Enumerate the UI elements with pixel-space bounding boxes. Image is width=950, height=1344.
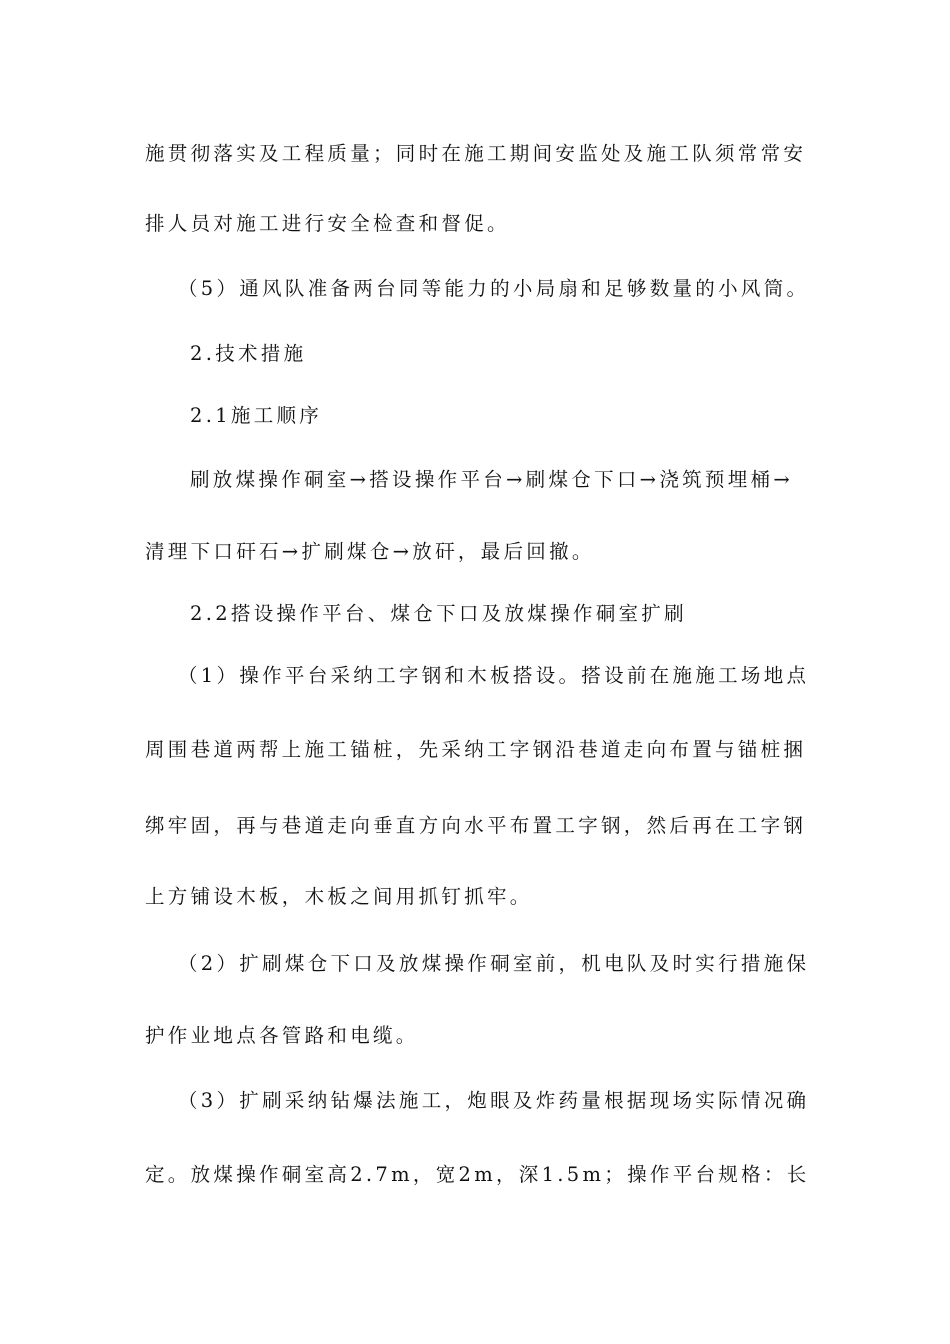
paragraph-line: 排人员对施工进行安全检查和督促。 <box>145 212 510 235</box>
paragraph-line: （2）扩刷煤仓下口及放煤操作硐室前，机电队及时实行措施保 <box>178 952 810 975</box>
paragraph-line: 周围巷道两帮上施工锚桩，先采纳工字钢沿巷道走向布置与锚桩捆 <box>145 738 807 761</box>
subsection-heading: 2.1施工顺序 <box>190 404 323 427</box>
paragraph-line: 护作业地点各管路和电缆。 <box>145 1024 419 1047</box>
paragraph-line: 刷放煤操作硐室→搭设操作平台→刷煤仓下口→浇筑预埋桶→ <box>190 468 793 491</box>
paragraph-line: 绑牢固，再与巷道走向垂直方向水平布置工字钢，然后再在工字钢 <box>145 814 807 837</box>
paragraph-line: 清理下口矸石→扩刷煤仓→放矸，最后回撤。 <box>145 540 595 563</box>
paragraph-line: （3）扩刷采纳钻爆法施工，炮眼及炸药量根据现场实际情况确 <box>178 1089 810 1112</box>
paragraph-line: 定。放煤操作硐室高2.7m，宽2m，深1.5m；操作平台规格：长 <box>145 1163 810 1186</box>
paragraph-line: 上方铺设木板，木板之间用抓钉抓牢。 <box>145 885 533 908</box>
paragraph-line: 施贯彻落实及工程质量；同时在施工期间安监处及施工队须常常安 <box>145 142 807 165</box>
section-heading: 2.技术措施 <box>190 342 307 365</box>
paragraph-line: （1）操作平台采纳工字钢和木板搭设。搭设前在施施工场地点 <box>178 664 810 687</box>
paragraph-line: （5）通风队准备两台同等能力的小局扇和足够数量的小风筒。 <box>178 277 810 300</box>
subsection-heading: 2.2搭设操作平台、煤仓下口及放煤操作硐室扩刷 <box>190 602 687 625</box>
